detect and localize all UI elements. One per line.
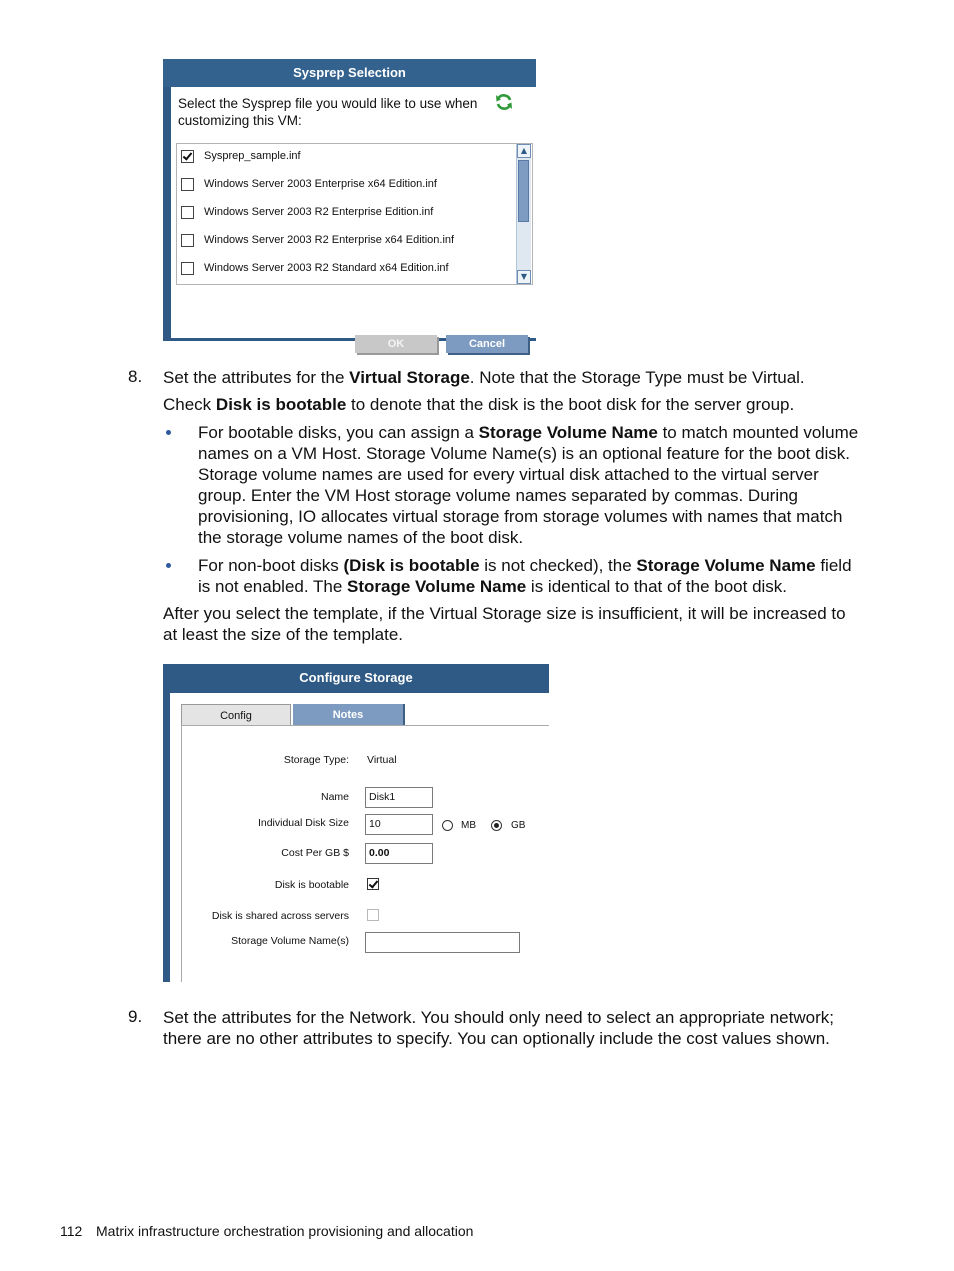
checkbox-file[interactable]	[181, 262, 194, 275]
checkbox-file[interactable]	[181, 178, 194, 191]
dialog-left-border	[163, 693, 170, 982]
scroll-thumb[interactable]	[518, 160, 529, 222]
unit-mb-label: MB	[461, 820, 476, 831]
bootable-checkbox[interactable]	[367, 878, 379, 890]
ok-button[interactable]: OK	[355, 335, 437, 353]
step-9-text: Set the attributes for the Network. You should only need to select an appropriate network; there are no other attributes to specify. You can optionally include the cost values shown.	[163, 1008, 834, 1048]
shared-checkbox[interactable]	[367, 909, 379, 921]
checkbox-file[interactable]	[181, 206, 194, 219]
list-item[interactable]	[181, 176, 437, 192]
sysprep-dialog-title: Sysprep Selection	[163, 59, 536, 87]
name-label: Name	[320, 791, 349, 803]
list-item-label: Windows Server 2003 Enterprise x64 Edition.inf	[204, 178, 437, 190]
sysprep-dialog-body	[171, 87, 536, 350]
step-8-line-1: Set the attributes for the Virtual Storage. Note that the Storage Type must be Virtual.	[163, 368, 805, 387]
step-8-number: 8.	[128, 367, 143, 386]
unit-gb-label: GB	[511, 820, 526, 831]
bootable-label: Disk is bootable	[274, 879, 349, 891]
unit-gb-radio[interactable]	[491, 820, 502, 831]
sysprep-prompt: Select the Sysprep file you would like to use when customizing this VM:	[178, 96, 478, 128]
scroll-down-icon[interactable]: ▼	[517, 270, 531, 284]
footer-title: Matrix infrastructure orchestration provisioning and allocation	[96, 1223, 474, 1239]
scroll-up-icon[interactable]: ▲	[517, 144, 531, 158]
tab-divider	[181, 725, 549, 726]
cost-input[interactable]: 0.00	[365, 843, 433, 864]
list-scrollbar[interactable]	[516, 144, 531, 284]
cost-label: Cost Per GB $	[281, 847, 349, 859]
list-item-label: Windows Server 2003 R2 Standard x64 Edition.inf	[204, 262, 449, 274]
bullet-1-text: For bootable disks, you can assign a Storage Volume Name to match mounted volume names on a VM Host. Storage Volume Name(s) is an optional feature for the boot disk. Storage volume names are used for every virtual disk attached to the virtual server group. Enter the VM Host storage volume names separated by commas. During provisioning, IO allocates virtual storage from storage volumes with names that match the storage volume names of the boot disk.	[198, 423, 859, 547]
step-9-number: 9.	[128, 1007, 143, 1026]
list-item-label: Windows Server 2003 R2 Enterprise x64 Edition.inf	[204, 234, 455, 246]
tab-config[interactable]: Config	[181, 704, 291, 725]
sysprep-dialog	[163, 59, 536, 350]
unit-mb-radio[interactable]	[442, 820, 453, 831]
cancel-button[interactable]: Cancel	[446, 335, 528, 353]
refresh-icon[interactable]	[494, 92, 514, 112]
list-item-label: Sysprep_sample.inf	[204, 150, 301, 162]
bullet-icon	[166, 563, 171, 568]
name-input[interactable]: Disk1	[365, 787, 433, 808]
volume-name-label: Storage Volume Name(s)	[231, 935, 349, 947]
page-number: 112	[60, 1223, 83, 1239]
configure-storage-dialog	[163, 664, 549, 982]
storage-type-label: Storage Type:	[283, 754, 349, 766]
step-8-line-2: Check Disk is bootable to denote that the disk is the boot disk for the server group.	[163, 395, 795, 414]
bullet-icon	[166, 430, 171, 435]
disk-size-input[interactable]: 10	[365, 814, 433, 835]
sysprep-file-list	[176, 143, 533, 285]
bullet-2-text: For non-boot disks (Disk is bootable is not checked), the Storage Volume Name field is not enabled. The Storage Volume Name is identical to that of the boot disk.	[198, 556, 852, 596]
list-item[interactable]	[181, 232, 454, 248]
shared-label: Disk is shared across servers	[211, 910, 349, 922]
configure-storage-title: Configure Storage	[163, 664, 549, 693]
checkbox-sysprep-sample[interactable]	[181, 150, 194, 163]
tab-notes[interactable]: Notes	[293, 704, 403, 725]
list-item-label: Windows Server 2003 R2 Enterprise Edition.inf	[204, 206, 434, 218]
checkbox-file[interactable]	[181, 234, 194, 247]
list-item[interactable]	[181, 204, 433, 220]
step-8-after-text: After you select the template, if the Virtual Storage size is insufficient, it will be increased to at least the size of the template.	[163, 604, 846, 644]
list-item[interactable]	[181, 260, 449, 276]
disk-size-label: Individual Disk Size	[257, 817, 349, 829]
volume-name-input[interactable]	[365, 932, 520, 953]
storage-type-value: Virtual	[367, 754, 397, 766]
panel-border	[181, 725, 182, 982]
list-item[interactable]	[181, 148, 301, 164]
